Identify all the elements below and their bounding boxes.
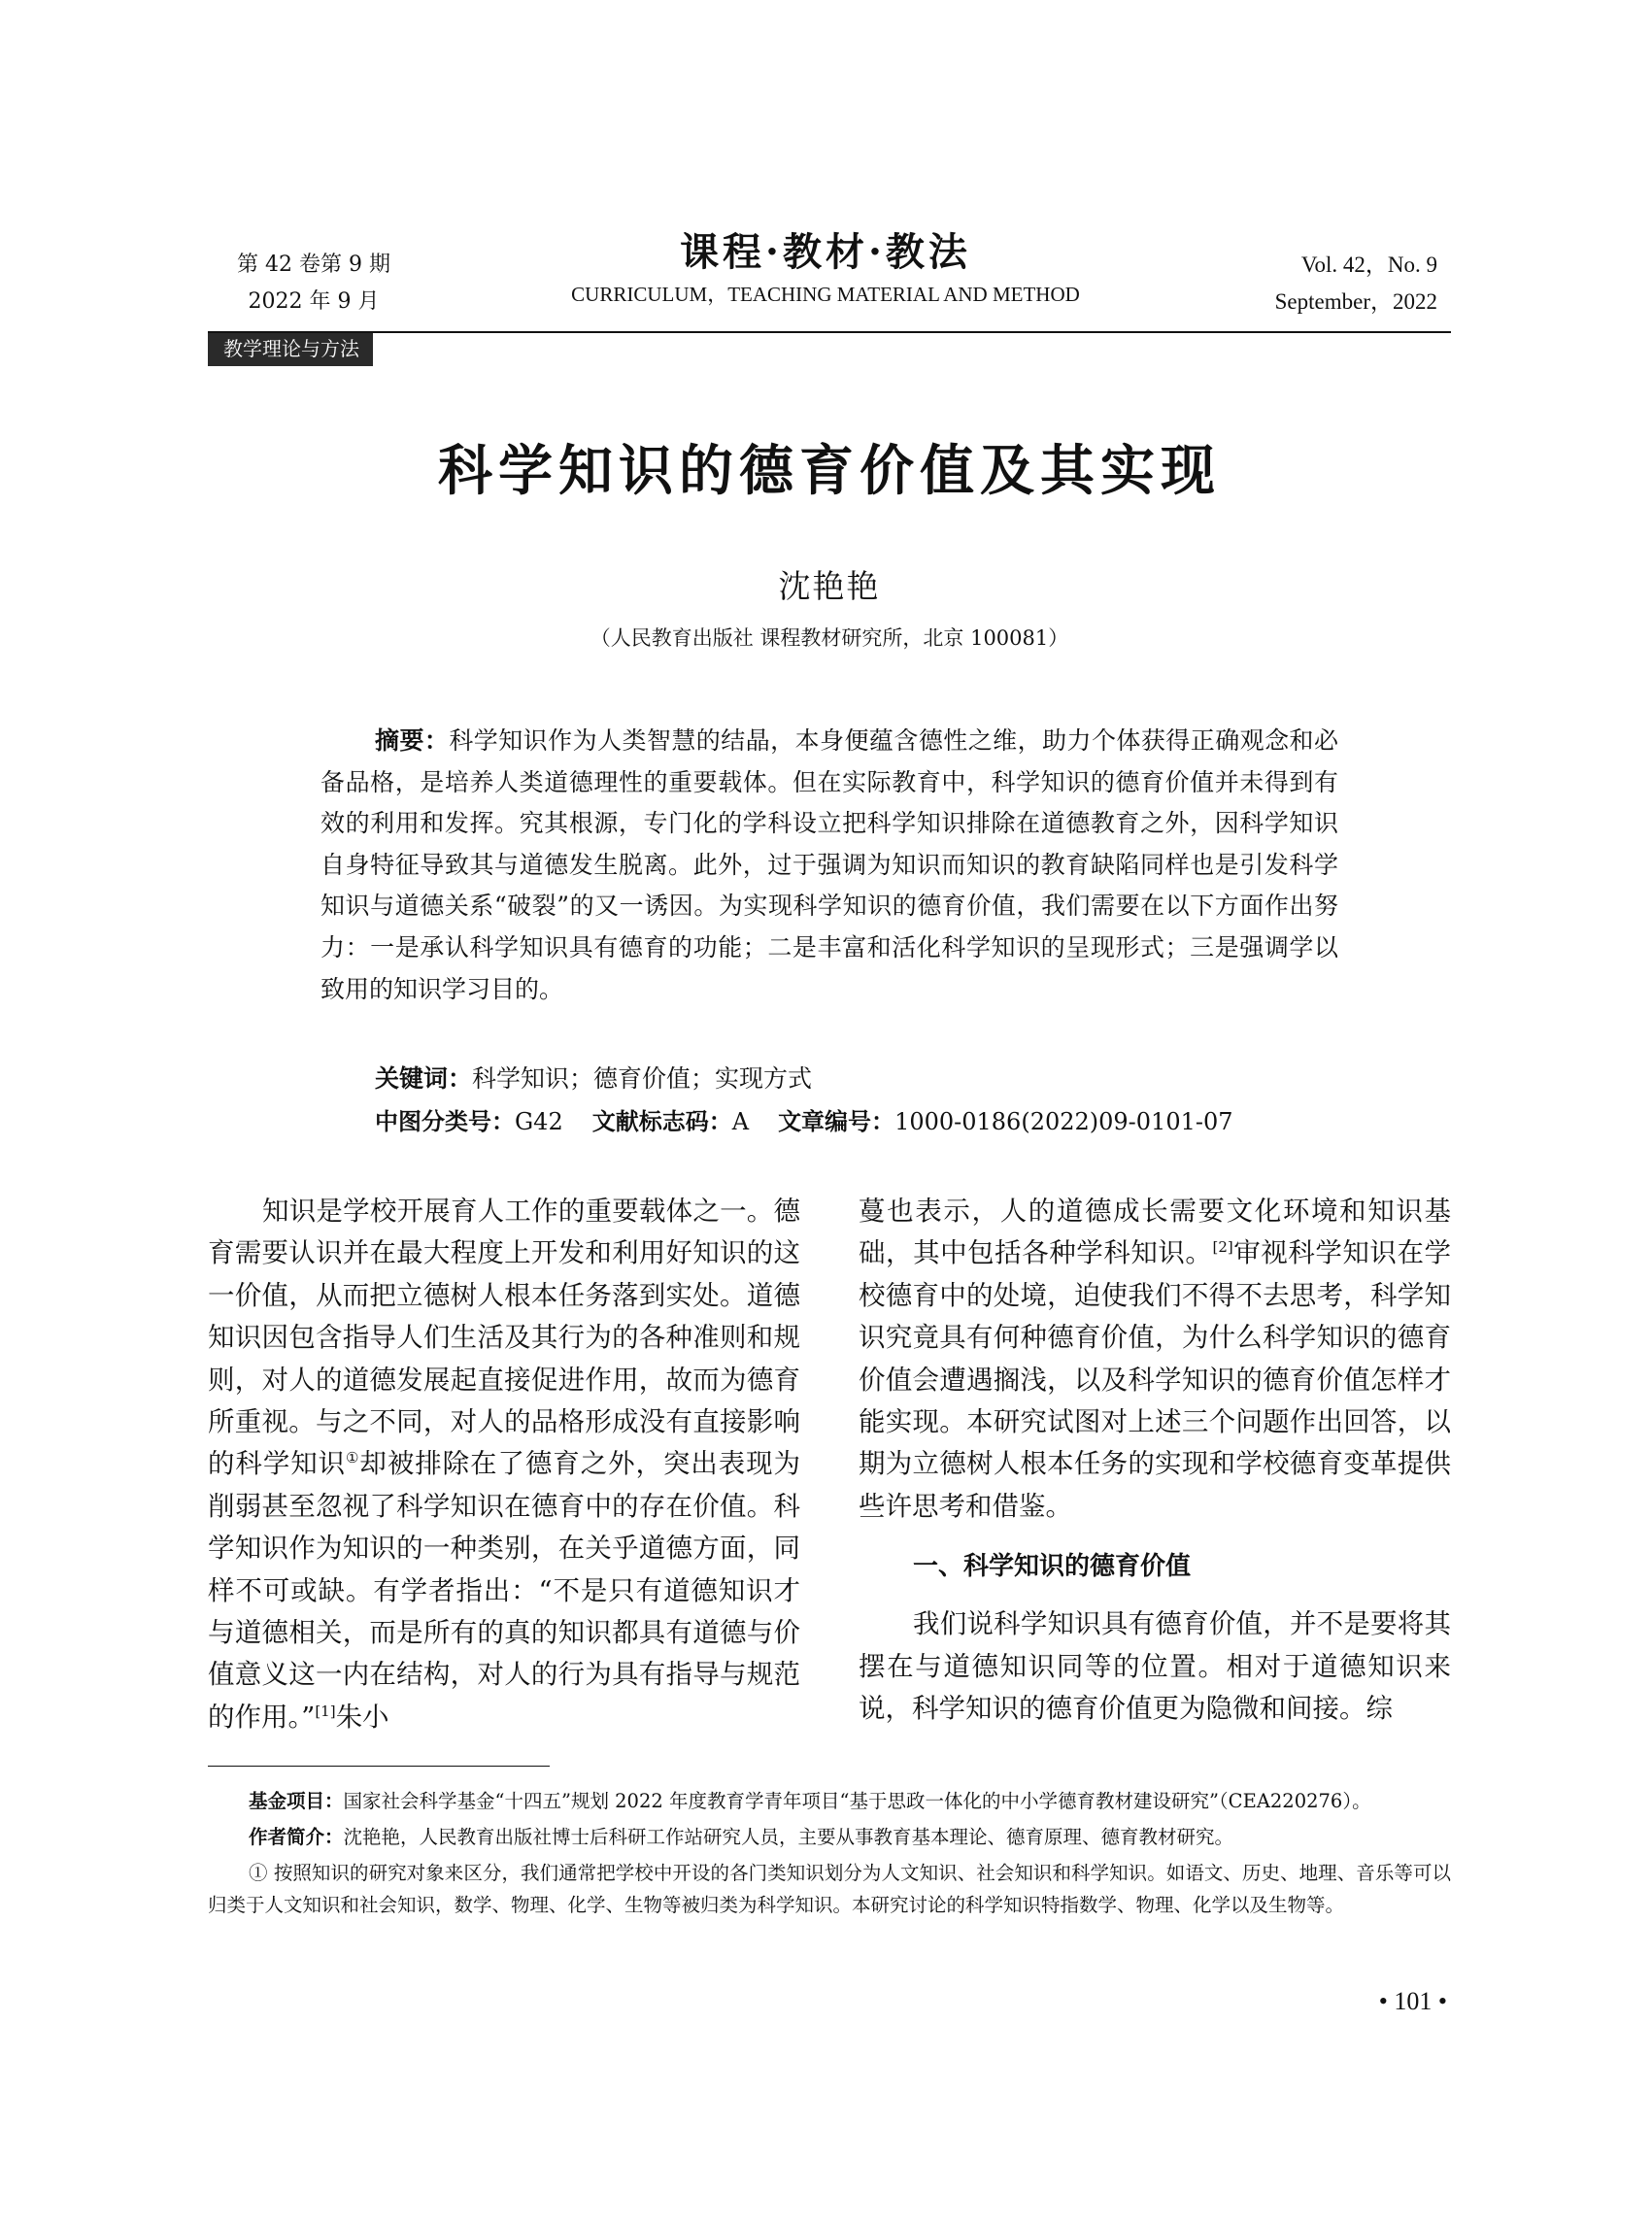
article-number-label: 文章编号： — [778, 1108, 895, 1135]
footnotes — [208, 1785, 1451, 1925]
page-number: • 101 • — [1378, 1987, 1447, 2015]
classification-line — [375, 1101, 1233, 1142]
clc-label: 中图分类号： — [375, 1108, 515, 1135]
date-en: September，2022 — [1274, 289, 1437, 314]
body-column-left — [208, 1191, 800, 1738]
footnote-1-mark: ① — [249, 1862, 268, 1884]
body-paragraph: 我们说科学知识具有德育价值，并不是要将其摆在与道德知识同等的位置。相对于道德知识来说，科学知识的德育价值更为隐微和间接。综 — [859, 1608, 1451, 1725]
journal-title-cn: 课程·教材·教法 — [680, 229, 971, 275]
footnote-rule — [208, 1766, 550, 1767]
author-bio-note — [208, 1821, 1451, 1853]
volume-cn: 第 42 卷第 9 期 — [237, 253, 390, 277]
body-column-right — [859, 1191, 1451, 1730]
article-number-value: 1000-0186(2022)09-0101-07 — [894, 1108, 1233, 1135]
keywords-label: 关键词： — [375, 1064, 473, 1093]
fund-text: 国家社会科学基金“十四五”规划 2022 年度教育学青年项目“基于思政一体化的中小学德育教材建设研究”（CEA220276）。 — [343, 1790, 1371, 1812]
body-text: 蔓也表示，人的道德成长需要文化环境和知识基础，其中包括各种学科知识。 — [859, 1196, 1451, 1269]
abstract-text: 科学知识作为人类智慧的结晶，本身便蕴含德性之维，助力个体获得正确观念和必备品格，是培养人类道德理性的重要载体。但在实际教育中，科学知识的德育价值并未得到有效的利用和发挥。究其根源，专门化的学科设立把科学知识排除在道德教育之外，因科学知识自身特征导致其与道德发生脱离。此外，过于强调为知识而知识的教育缺陷同样也是引发科学知识与道德关系“破裂”的又一诱因。为实现科学知识的德育价值，我们需要在以下方面作出努力：一是承认科学知识具有德育的功能；二是丰富和活化科学知识的呈现形式；三是强调学以致用的知识学习目的。 — [320, 726, 1338, 1003]
article-title: 科学知识的德育价值及其实现 — [438, 440, 1221, 503]
fund-note — [208, 1785, 1451, 1817]
body-text: 却被排除在了德育之外，突出表现为削弱甚至忽视了科学知识在德育中的存在价值。科学知识作为知识的一种类别，在关乎道德方面，同样不可或缺。有学者指出：“不是只有道德知识才与道德相关，而是所有的真的知识都具有道德与价值意义这一内在结构，对人的行为具有指导与规范的作用。” — [208, 1448, 801, 1733]
footnote-1 — [208, 1857, 1451, 1921]
doc-code-value: A — [731, 1108, 750, 1135]
author-bio-label: 作者简介： — [249, 1826, 344, 1848]
issue-info-cn — [221, 247, 406, 320]
body-text: 审视科学知识在学校德育中的处境，迫使我们不得不去思考，科学知识究竟具有何种德育价值，为什么科学知识的德育价值会遭遇搁浅，以及科学知识的德育价值怎样才能实现。本研究试图对上述三个问题作出回答，以期为立德树人根本任务的实现和学校德育变革提供些许思考和借鉴。 — [859, 1237, 1452, 1522]
section-heading: 一、科学知识的德育价值 — [913, 1552, 1192, 1582]
journal-title-en: CURRICULUM，TEACHING MATERIAL AND METHOD — [571, 283, 1080, 306]
footnote-1-text: 按照知识的研究对象来区分，我们通常把学校中开设的各门类知识划分为人文知识、社会知识和科学知识。如语文、历史、地理、音乐等可以归类于人文知识和社会知识，数学、物理、化学、生物等被归类为科学知识。本研究讨论的科学知识特指数学、物理、化学以及生物等。 — [208, 1862, 1451, 1916]
author-bio-text: 沈艳艳，人民教育出版社博士后科研工作站研究人员，主要从事教育基本理论、德育原理、德育教材研究。 — [343, 1826, 1234, 1848]
issue-info-en — [1233, 247, 1437, 320]
body-paragraph — [859, 1191, 1451, 1528]
citation-marker[interactable]: [1] — [315, 1702, 336, 1720]
body-text: 朱小 — [335, 1701, 389, 1733]
volume-en: Vol. 42，No. 9 — [1300, 253, 1437, 277]
author-affiliation: （人民教育出版社 课程教材研究所，北京 100081） — [590, 626, 1069, 650]
keywords-text: 科学知识；德育价值；实现方式 — [472, 1064, 813, 1093]
footnote-marker[interactable]: ① — [346, 1449, 360, 1467]
author-name: 沈艳艳 — [778, 567, 881, 605]
journal-masthead — [524, 225, 1127, 309]
keywords — [375, 1059, 812, 1099]
body-paragraph — [208, 1191, 800, 1738]
header-rule — [208, 331, 1451, 333]
fund-label: 基金项目： — [249, 1790, 344, 1812]
doc-code-label: 文献标志码： — [591, 1108, 732, 1135]
citation-marker[interactable]: [2] — [1212, 1238, 1233, 1257]
abstract-label: 摘要： — [375, 726, 450, 755]
date-cn: 2022 年 9 月 — [248, 289, 380, 314]
clc-value: G42 — [515, 1108, 563, 1135]
section-tag: 教学理论与方法 — [208, 333, 373, 366]
body-text: 知识是学校开展育人工作的重要载体之一。德育需要认识并在最大程度上开发和利用好知识的这一价值，从而把立德树人根本任务落到实处。道德知识因包含指导人们生活及其行为的各种准则和规则，对人的道德发展起直接促进作用，故而为德育所重视。与之不同，对人的品格形成没有直接影响的科学知识 — [208, 1196, 800, 1480]
abstract — [320, 721, 1338, 1010]
